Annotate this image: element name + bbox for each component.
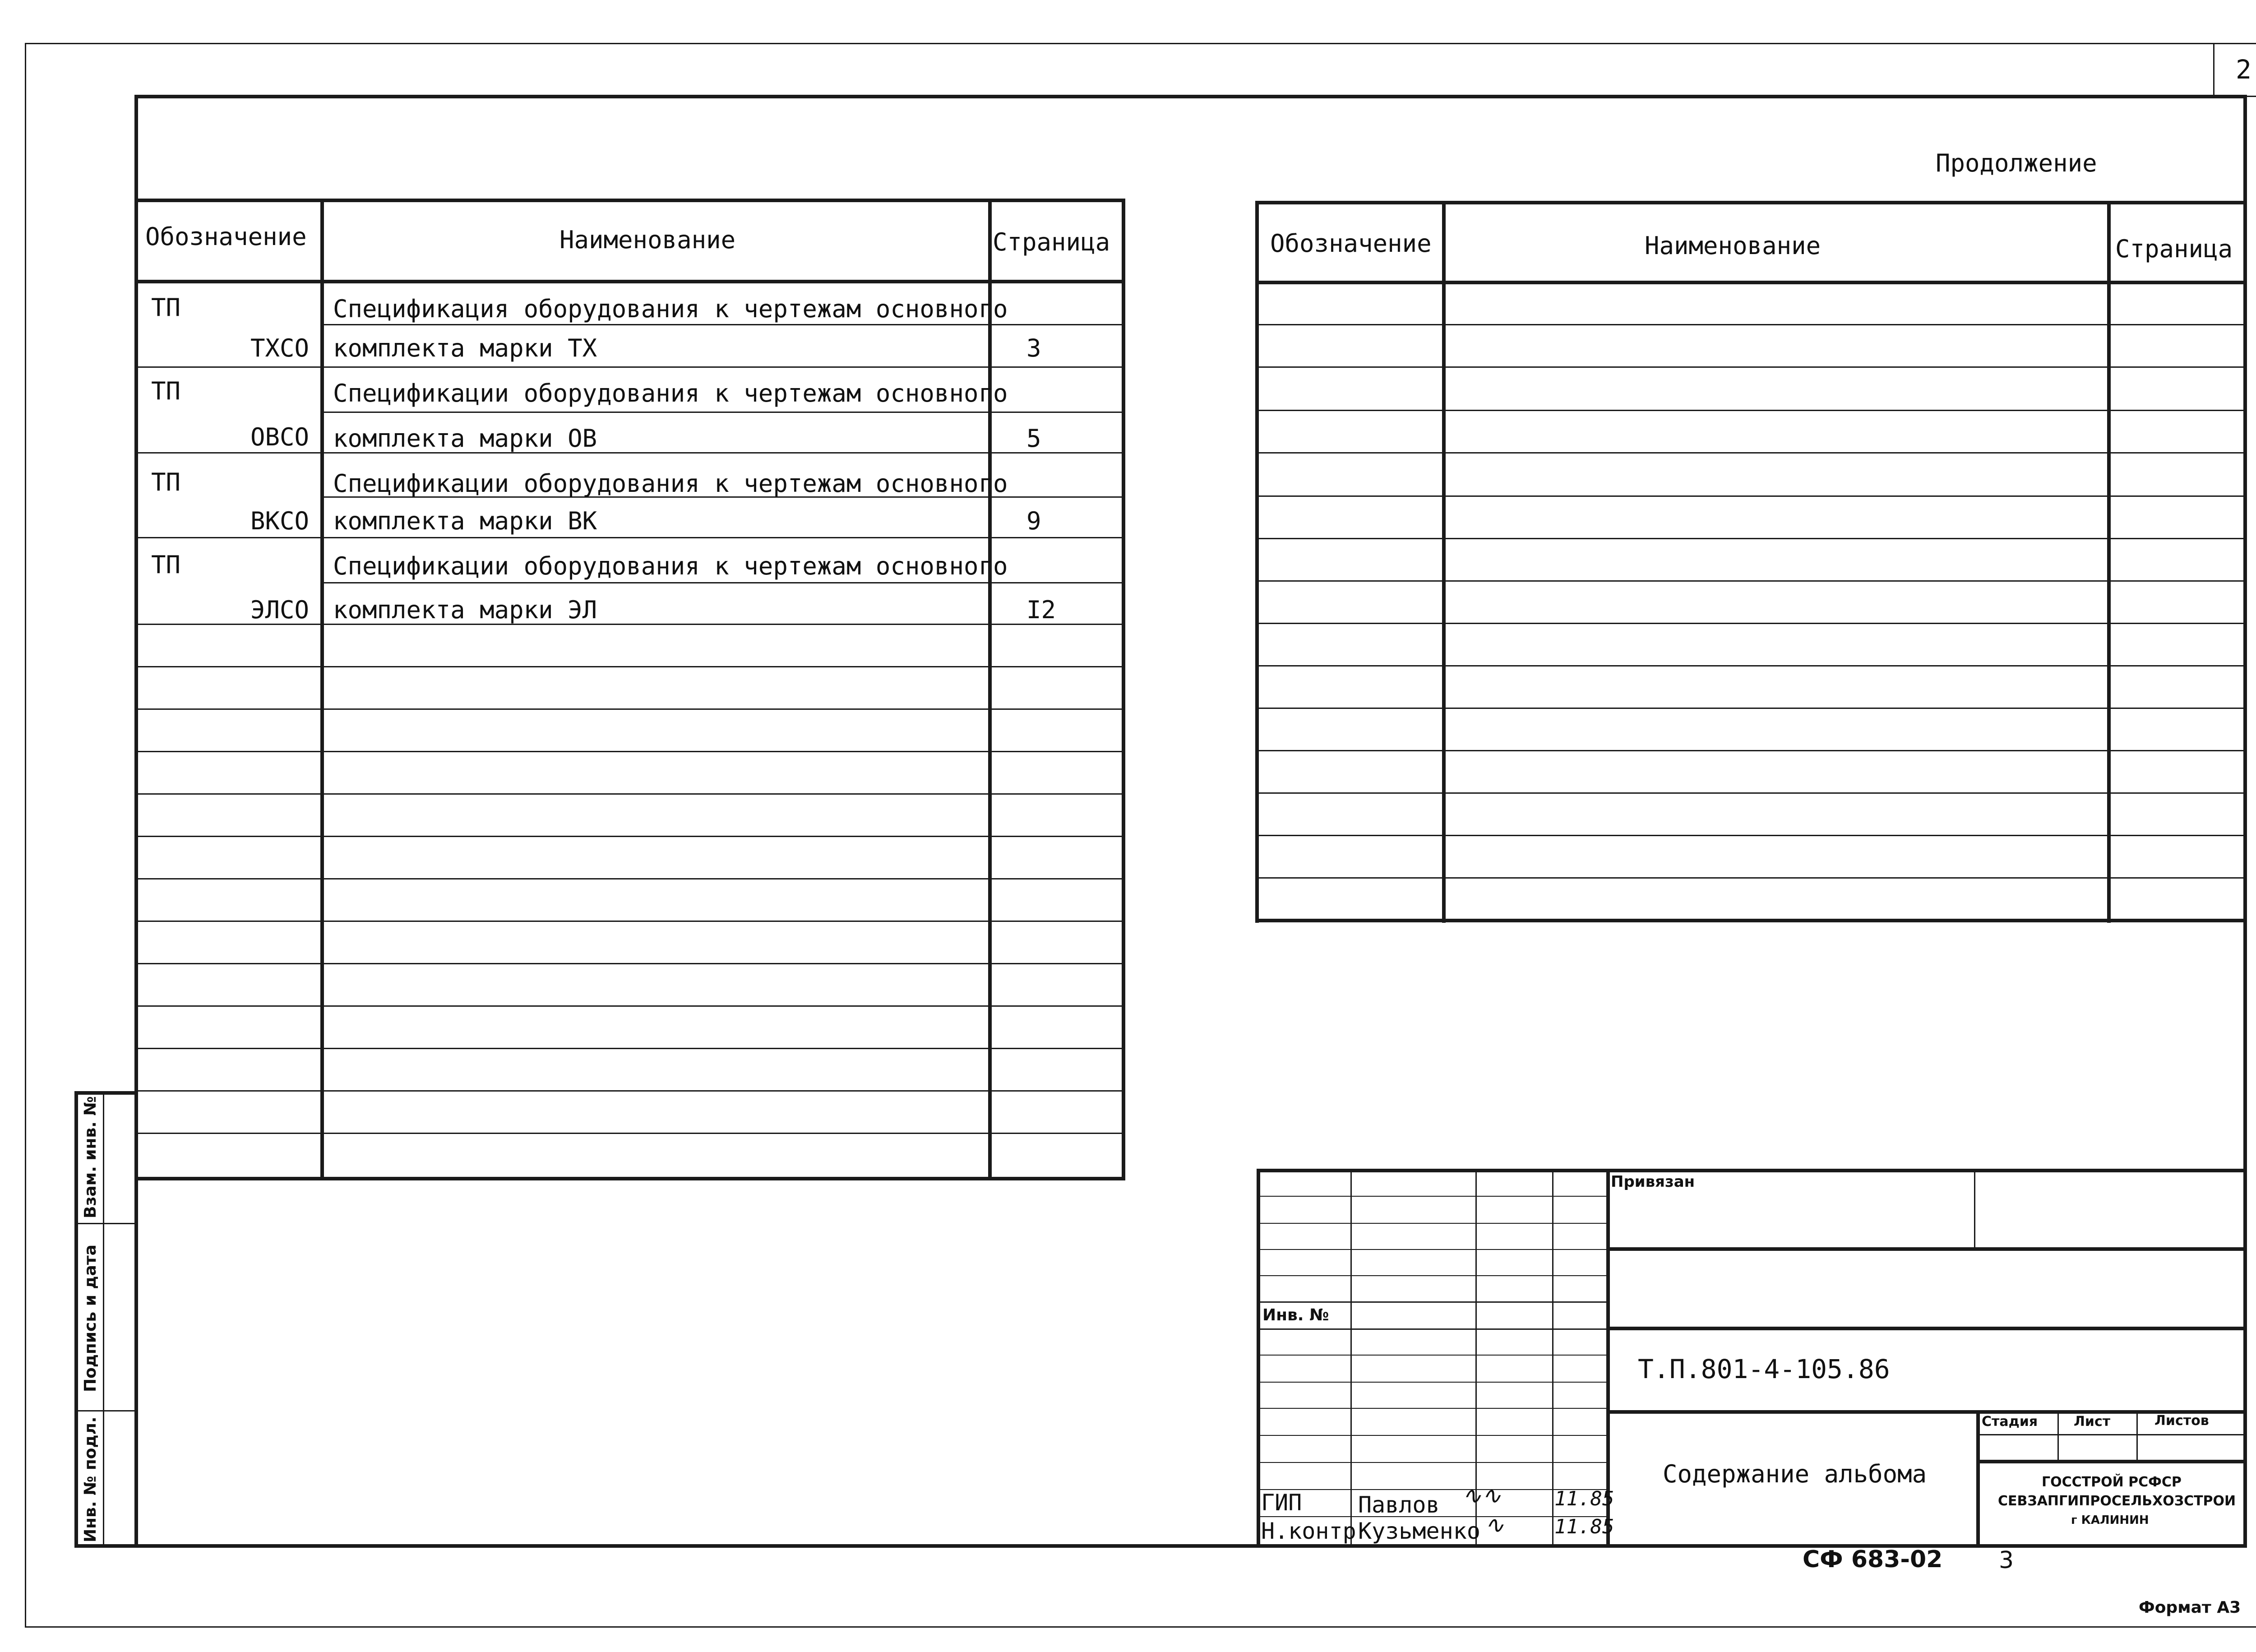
right-header-designation: Обозначение xyxy=(1270,229,1432,258)
date-pavlov: 11.85 xyxy=(1554,1487,1614,1510)
stage-label: Стадия xyxy=(1982,1414,2038,1430)
left-header-name: Наименование xyxy=(559,226,736,254)
person-pavlov: Павлов xyxy=(1358,1492,1440,1518)
album-code: СФ 683-02 xyxy=(1803,1546,1943,1573)
row-name: комплекта марки ВК xyxy=(333,507,597,535)
row-code: ТП xyxy=(151,293,181,322)
format-label: Формат А3 xyxy=(2139,1598,2241,1617)
row-code: ТХСО xyxy=(250,334,310,362)
row-name: Спецификация оборудования к чертежам основного xyxy=(333,295,1008,323)
left-header-designation: Обозначение xyxy=(145,222,307,251)
row-code: ЭЛСО xyxy=(250,596,310,624)
org-line-3: г КАЛИНИН xyxy=(2071,1513,2149,1527)
row-page: 3 xyxy=(1026,334,1041,362)
left-header-page: Страница xyxy=(993,228,1110,256)
role-gip: ГИП xyxy=(1261,1490,1302,1516)
sheet-label: Лист xyxy=(2074,1414,2111,1430)
row-code: ОВСО xyxy=(250,423,310,451)
continuation-label: Продолжение xyxy=(1936,149,2097,177)
side-label-inv-podl: Инв. № подл. xyxy=(81,1416,100,1542)
row-name: Спецификации оборудования к чертежам основного xyxy=(333,379,1008,407)
date-kuzmenko: 11.85 xyxy=(1554,1515,1614,1538)
org-line-1: ГОССТРОЙ РСФСР xyxy=(2042,1474,2182,1490)
inv-no-label: Инв. № xyxy=(1262,1306,1329,1324)
sheets-label: Листов xyxy=(2154,1413,2209,1429)
document-code: Т.П.801-4-105.86 xyxy=(1638,1354,1890,1384)
privyazan-label: Привязан xyxy=(1611,1173,1695,1191)
row-page: 5 xyxy=(1026,424,1041,453)
row-code: ТП xyxy=(151,377,181,405)
role-n-kontr: Н.контр xyxy=(1261,1518,1356,1544)
row-name: комплекта марки ОВ xyxy=(333,424,597,453)
row-name: комплекта марки ТХ xyxy=(333,334,597,362)
row-code: ВКСО xyxy=(250,507,310,535)
row-page: I2 xyxy=(1026,596,1056,624)
org-line-2: СЕВЗАПГИПРОСЕЛЬХОЗСТРОИ xyxy=(1998,1493,2236,1509)
row-code: ТП xyxy=(151,468,181,496)
row-name: комплекта марки ЭЛ xyxy=(333,596,597,624)
row-code: ТП xyxy=(151,551,181,579)
signature-kuzmenko: ∿ xyxy=(1484,1512,1504,1539)
row-page: 9 xyxy=(1026,507,1041,535)
row-name: Спецификации оборудования к чертежам основного xyxy=(333,552,1008,580)
right-header-page: Страница xyxy=(2115,235,2233,263)
signature-pavlov: ∿∿ xyxy=(1462,1482,1502,1509)
side-label-vzam: Взам. инв. № xyxy=(81,1096,100,1218)
sheet-number: 2 xyxy=(2236,54,2251,85)
document-title: Содержание альбома xyxy=(1663,1460,1927,1488)
right-header-name: Наименование xyxy=(1645,231,1821,260)
side-label-podpis: Подпись и дата xyxy=(81,1245,100,1392)
person-kuzmenko: Кузьменко xyxy=(1358,1518,1480,1544)
album-sheet-number: 3 xyxy=(1999,1547,2014,1574)
row-name: Спецификации оборудования к чертежам основного xyxy=(333,469,1008,498)
